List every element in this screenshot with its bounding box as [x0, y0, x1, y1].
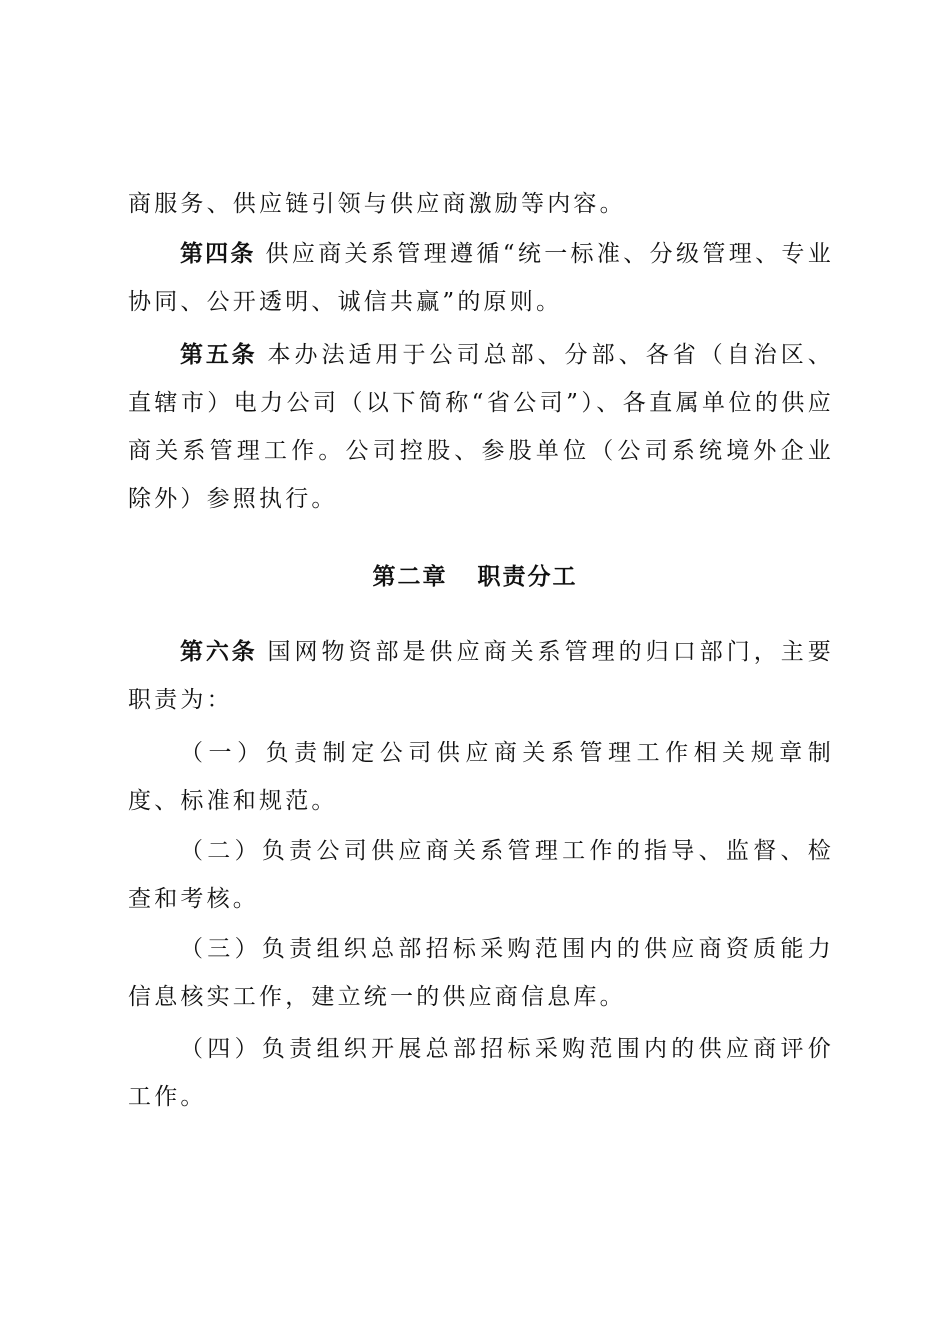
- list-item: [128, 925, 834, 1021]
- article-text: 国网物资部是供应商关系管理的归口部门，主要职责为：: [128, 639, 834, 713]
- list-item: [128, 729, 834, 825]
- chapter-number: 第二章: [372, 564, 448, 590]
- list-item-text: （四）负责组织开展总部招标采购范围内的供应商评价工作。: [128, 1036, 834, 1110]
- article-text: 本办法适用于公司总部、分部、各省（自治区、直辖市）电力公司（以下简称“省公司”）、各直属单位的供应商关系管理工作。公司控股、参股单位（公司系统境外企业除外）参照执行。: [128, 342, 834, 512]
- chapter-heading: [0, 553, 950, 601]
- list-item-text: （三）负责组织总部招标采购范围内的供应商资质能力信息核实工作，建立统一的供应商信息库。: [128, 936, 834, 1010]
- article-text: 供应商关系管理遵循“统一标准、分级管理、专业协同、公开透明、诚信共赢”的原则。: [128, 241, 834, 315]
- list-item-text: （一）负责制定公司供应商关系管理工作相关规章制度、标准和规范。: [128, 740, 834, 814]
- list-item: [128, 827, 834, 923]
- article-label: 第六条: [180, 639, 258, 665]
- article-label: 第五条: [180, 342, 258, 368]
- article-6: [128, 628, 834, 724]
- list-item: [128, 1025, 834, 1121]
- chapter-title: 职责分工: [477, 564, 578, 590]
- paragraph-continuation: [128, 180, 834, 228]
- article-4: [128, 230, 834, 326]
- paragraph-text: 商服务、供应链引领与供应商激励等内容。: [128, 191, 626, 217]
- article-5: [128, 331, 834, 523]
- list-item-text: （二）负责公司供应商关系管理工作的指导、监督、检查和考核。: [128, 838, 834, 912]
- article-label: 第四条: [180, 241, 256, 267]
